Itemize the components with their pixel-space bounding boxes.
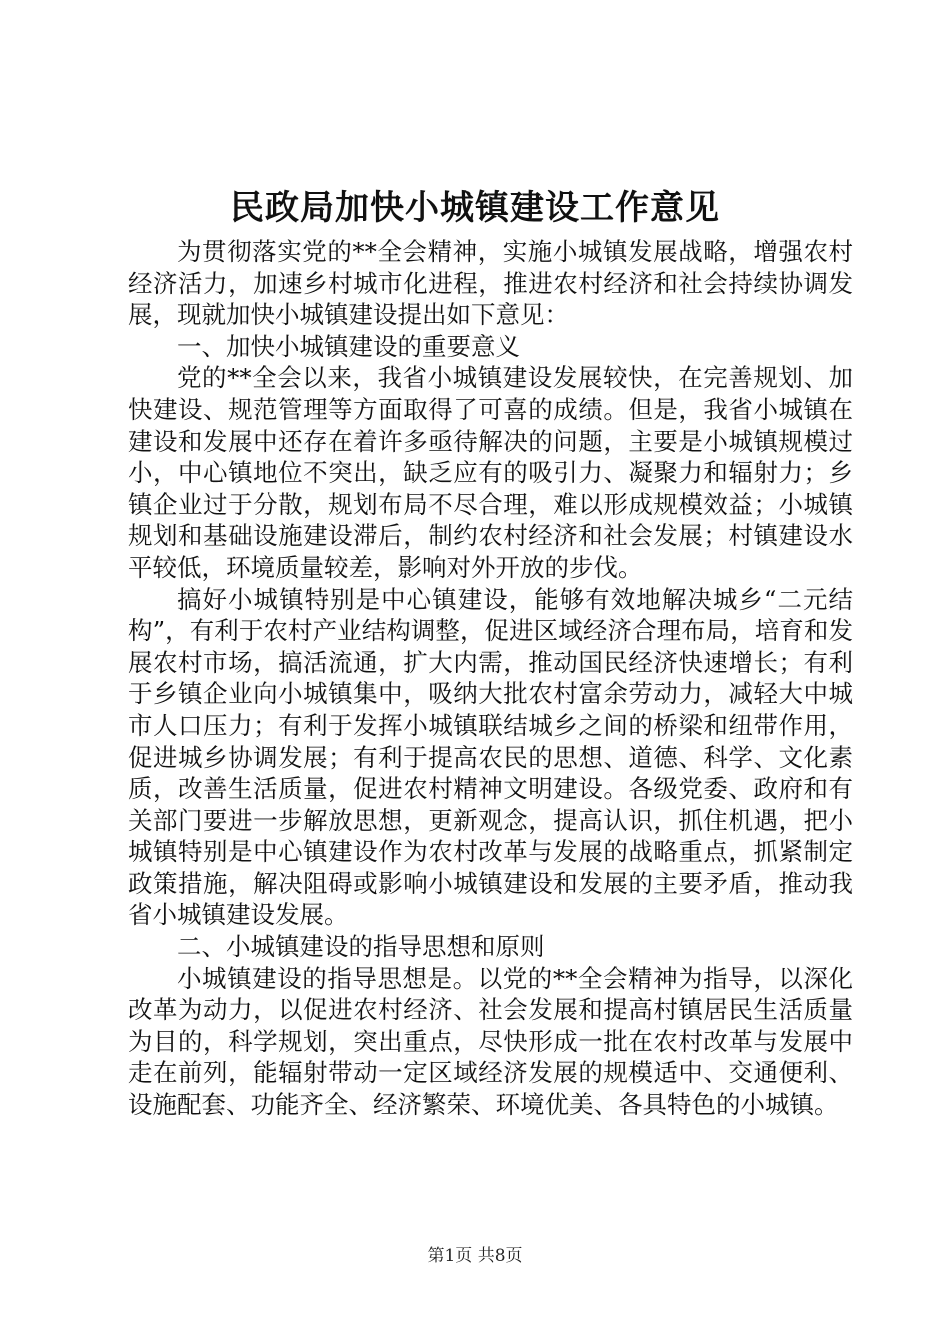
paragraph-status: 党的**全会以来，我省小城镇建设发展较快，在完善规划、加快建设、规范管理等方面取得了可喜的成绩。但是，我省小城镇在建设和发展中还存在着许多亟待解决的问题，主要是小城镇规模过小，中心镇地位不突出，缺乏应有的吸引力、凝聚力和辐射力；乡镇企业过于分散，规划布局不尽合理，难以形成规模效益；小城镇规划和基础设施建设滞后，制约农村经济和社会发展；村镇建设水平较低，环境质量较差，影响对外开放的步伐。 [128, 363, 853, 582]
document-title: 民政局加快小城镇建设工作意见 [230, 188, 720, 228]
paragraph-significance: 搞好小城镇特别是中心镇建设，能够有效地解决城乡“二元结构”，有利于农村产业结构调整，促进区域经济合理布局，培育和发展农村市场，搞活流通，扩大内需，推动国民经济快速增长；有利于乡镇企业向小城镇集中，吸纳大批农村富余劳动力，减轻大中城市人口压力；有利于发挥小城镇联结城乡之间的桥梁和纽带作用，促进城乡协调发展；有利于提高农民的思想、道德、科学、文化素质，改善生活质量，促进农村精神文明建设。各级党委、政府和有关部门要进一步解放思想，更新观念，提高认识，抓住机遇，把小城镇特别是中心镇建设作为农村改革与发展的战略重点，抓紧制定政策措施，解决阻碍或影响小城镇建设和发展的主要矛盾，推动我省小城镇建设发展。 [128, 584, 853, 930]
section-heading-2: 二、小城镇建设的指导思想和原则 [177, 932, 545, 962]
section-heading-1: 一、加快小城镇建设的重要意义 [177, 331, 520, 361]
paragraph-guiding-thought: 小城镇建设的指导思想是。以党的**全会精神为指导，以深化改革为动力，以促进农村经济、社会发展和提高村镇居民生活质量为目的，科学规划，突出重点，尽快形成一批在农村改革与发展中走在前列，能辐射带动一定区域经济发展的规模适中、交通便利、设施配套、功能齐全、经济繁荣、环境优美、各具特色的小城镇。 [128, 963, 853, 1120]
paragraph-intro: 为贯彻落实党的**全会精神，实施小城镇发展战略，增强农村经济活力，加速乡村城市化进程，推进农村经济和社会持续协调发展，现就加快小城镇建设提出如下意见： [128, 237, 853, 330]
page-number-footer: 第1页 共8页 [427, 1246, 523, 1266]
document-body [128, 236, 853, 1121]
